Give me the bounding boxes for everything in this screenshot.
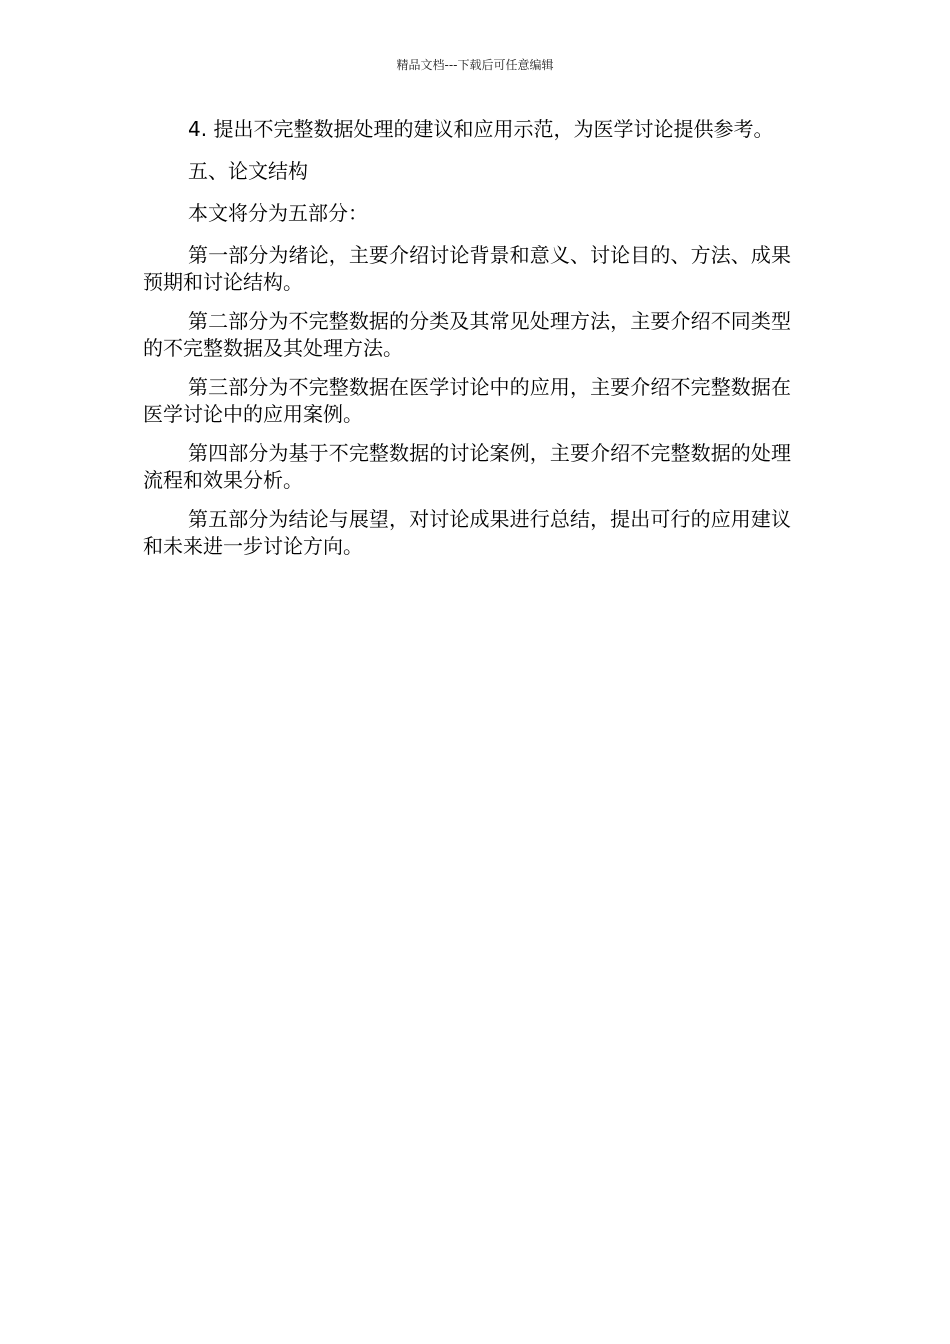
paragraph-objective-4: 4. 提出不完整数据处理的建议和应用示范，为医学讨论提供参考。 <box>188 117 774 141</box>
paragraph-part-three: 第三部分为不完整数据在医学讨论中的应用，主要介绍不完整数据在医学讨论中的应用案例。 <box>143 375 791 426</box>
paragraph-structure-intro: 本文将分为五部分： <box>188 201 368 225</box>
section-heading-structure: 五、论文结构 <box>188 159 308 183</box>
paragraph-part-five: 第五部分为结论与展望，对讨论成果进行总结，提出可行的应用建议和未来进一步讨论方向。 <box>143 507 791 558</box>
paragraph-part-one: 第一部分为绪论，主要介绍讨论背景和意义、讨论目的、方法、成果预期和讨论结构。 <box>143 243 791 294</box>
paragraph-part-two: 第二部分为不完整数据的分类及其常见处理方法，主要介绍不同类型的不完整数据及其处理方法。 <box>143 309 791 360</box>
page-header: 精品文档---下载后可任意编辑 <box>396 58 554 72</box>
document-body <box>143 116 791 572</box>
paragraph-part-four: 第四部分为基于不完整数据的讨论案例，主要介绍不完整数据的处理流程和效果分析。 <box>143 441 791 492</box>
